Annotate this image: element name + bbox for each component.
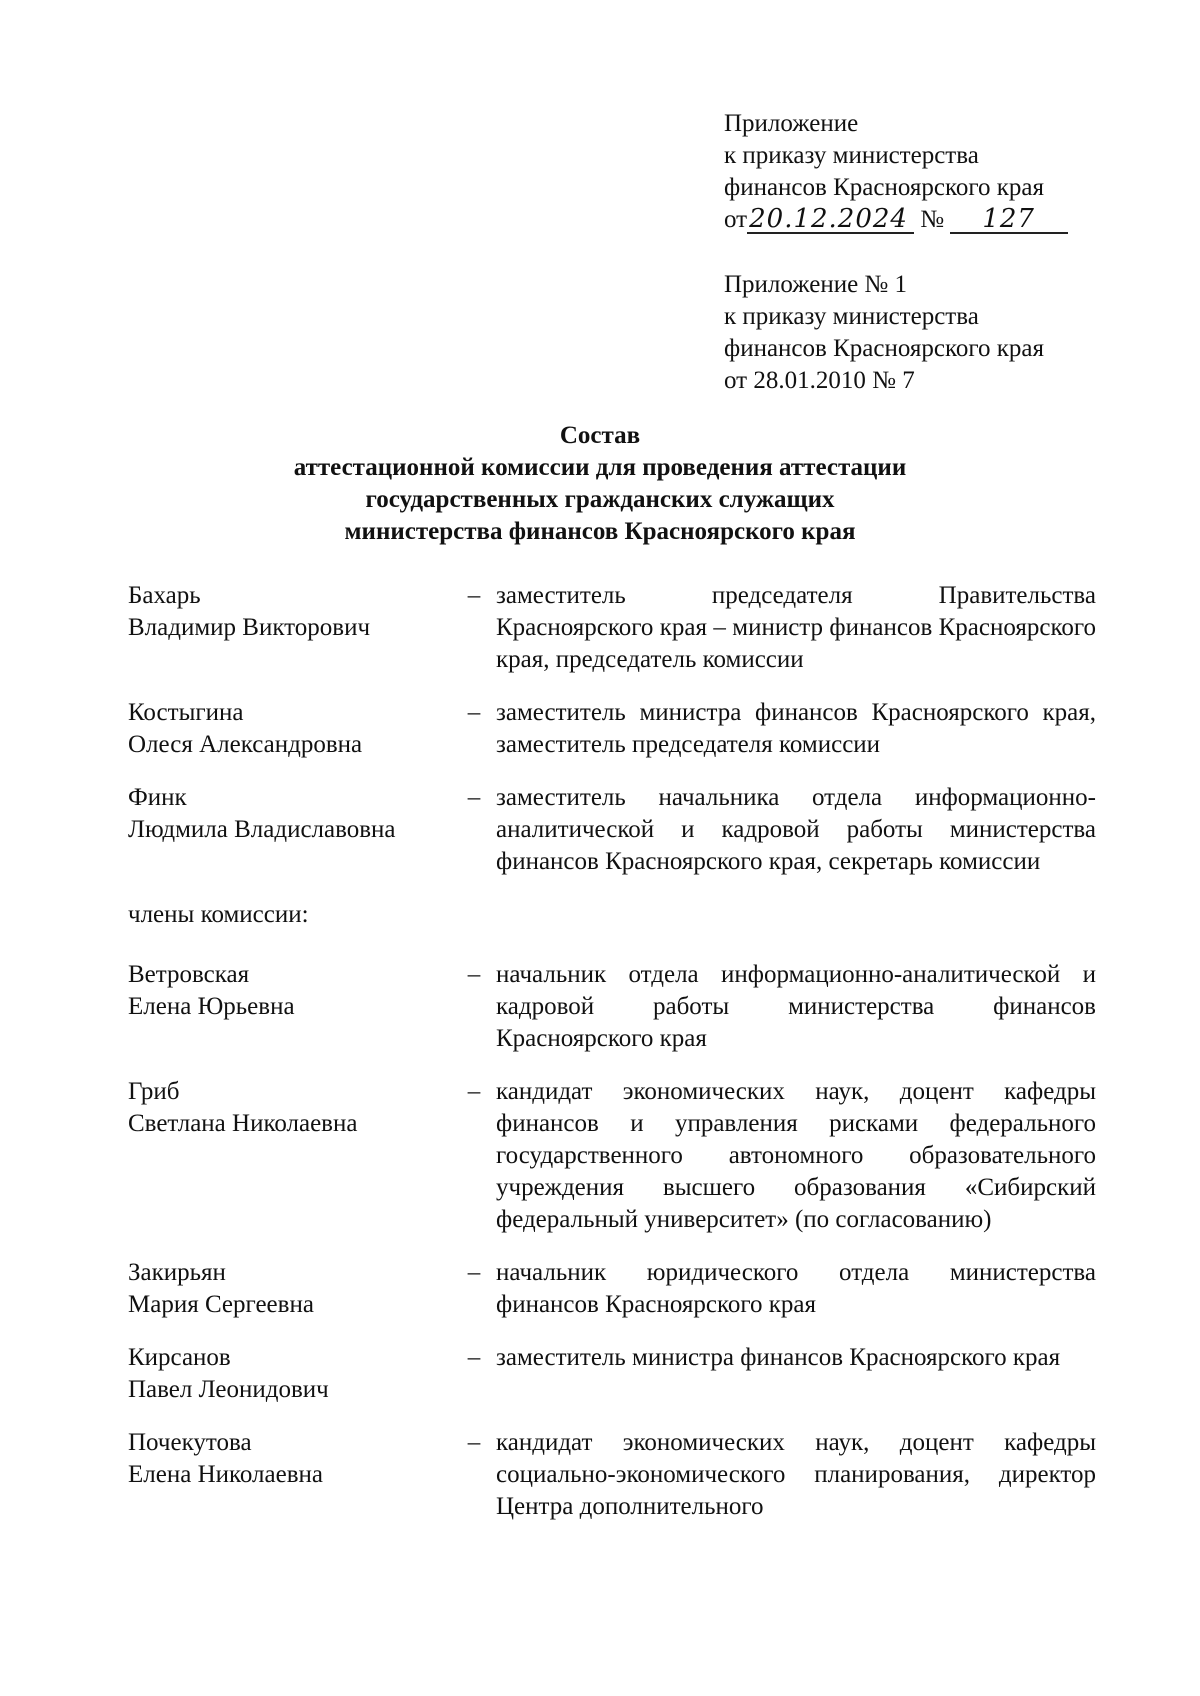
appendix-block	[724, 108, 1164, 236]
dash-separator: –	[467, 784, 481, 811]
person-name	[128, 697, 454, 761]
dash-separator: –	[467, 1078, 481, 1105]
list-item	[128, 1076, 1096, 1236]
dash-separator: –	[467, 582, 481, 609]
appendix-line: Приложение	[724, 110, 859, 137]
appendix-line: финансов Красноярского края	[724, 174, 1044, 201]
commission-list	[128, 580, 1096, 1544]
handwritten-number: 127	[950, 206, 1068, 234]
person-name	[128, 1427, 454, 1523]
appendix-from-prefix: от	[724, 206, 748, 233]
number-sign: №	[920, 206, 945, 233]
members-heading: члены комиссии:	[128, 901, 309, 928]
person-surname: Гриб	[128, 1078, 180, 1105]
appendix-date-line	[724, 204, 1164, 236]
list-item	[128, 1342, 1096, 1406]
dash-separator: –	[467, 1259, 481, 1286]
person-surname: Закирьян	[128, 1259, 226, 1286]
title-line: Состав	[559, 422, 641, 449]
person-surname: Кирсанов	[128, 1344, 231, 1371]
original-appendix-line: финансов Красноярского края	[724, 335, 1044, 362]
title-line: министерства финансов Красноярского края	[344, 518, 856, 545]
person-position: начальник юридического отдела министерства финансов Красноярского края	[496, 1259, 1096, 1318]
person-name	[128, 580, 454, 676]
dash-separator: –	[467, 699, 481, 726]
list-item	[128, 580, 1096, 676]
person-surname: Почекутова	[128, 1429, 252, 1456]
person-surname: Ветровская	[128, 961, 250, 988]
list-item	[128, 959, 1096, 1055]
person-given-names: Елена Юрьевна	[128, 993, 295, 1020]
person-surname: Костыгина	[128, 699, 244, 726]
list-item	[128, 782, 1096, 878]
person-position: заместитель министра финансов Красноярского края, заместитель председателя комиссии	[496, 699, 1096, 758]
person-given-names: Мария Сергеевна	[128, 1291, 314, 1318]
title-line: государственных гражданских служащих	[365, 486, 835, 513]
original-appendix-line: к приказу министерства	[724, 303, 979, 330]
dash-separator: –	[467, 1429, 481, 1456]
person-surname: Бахарь	[128, 582, 201, 609]
dash-separator: –	[467, 1344, 481, 1371]
person-name	[128, 1076, 454, 1236]
original-appendix-line: Приложение № 1	[724, 271, 908, 298]
original-appendix-block	[724, 269, 1164, 397]
person-name	[128, 782, 454, 878]
person-name	[128, 959, 454, 1055]
dash-separator: –	[467, 961, 481, 988]
person-given-names: Павел Леонидович	[128, 1376, 329, 1403]
person-name	[128, 1257, 454, 1321]
title-line: аттестационной комиссии для проведения аттестации	[293, 454, 907, 481]
person-given-names: Олеся Александровна	[128, 731, 363, 758]
person-position: заместитель министра финансов Красноярского края	[496, 1344, 1061, 1371]
list-item	[128, 697, 1096, 761]
person-given-names: Владимир Викторович	[128, 614, 371, 641]
person-position: кандидат экономических наук, доцент кафедры социально-экономического планирования, директор Центра дополнительного	[496, 1429, 1096, 1520]
person-given-names: Людмила Владиславовна	[128, 816, 396, 843]
person-position: заместитель председателя Правительства Красноярского края – министр финансов Красноярского края, председатель комиссии	[496, 582, 1096, 673]
person-given-names: Елена Николаевна	[128, 1461, 323, 1488]
handwritten-date: 20.12.2024	[747, 206, 914, 234]
appendix-line: к приказу министерства	[724, 142, 979, 169]
document-title	[0, 420, 1200, 548]
person-surname: Финк	[128, 784, 187, 811]
list-item	[128, 1257, 1096, 1321]
list-item	[128, 1427, 1096, 1523]
person-position: заместитель начальника отдела информационно-аналитической и кадровой работы министерства финансов Красноярского края, секретарь комиссии	[496, 784, 1096, 875]
original-appendix-line: от 28.01.2010 № 7	[724, 367, 915, 394]
person-name	[128, 1342, 454, 1406]
person-position: кандидат экономических наук, доцент кафедры финансов и управления рисками федерального государственного автономного образовательного учреждения высшего образования «Сибирский федеральный университет» (по согласованию)	[496, 1078, 1096, 1233]
person-given-names: Светлана Николаевна	[128, 1110, 358, 1137]
person-position: начальник отдела информационно-аналитической и кадровой работы министерства финансов Красноярского края	[496, 961, 1096, 1052]
